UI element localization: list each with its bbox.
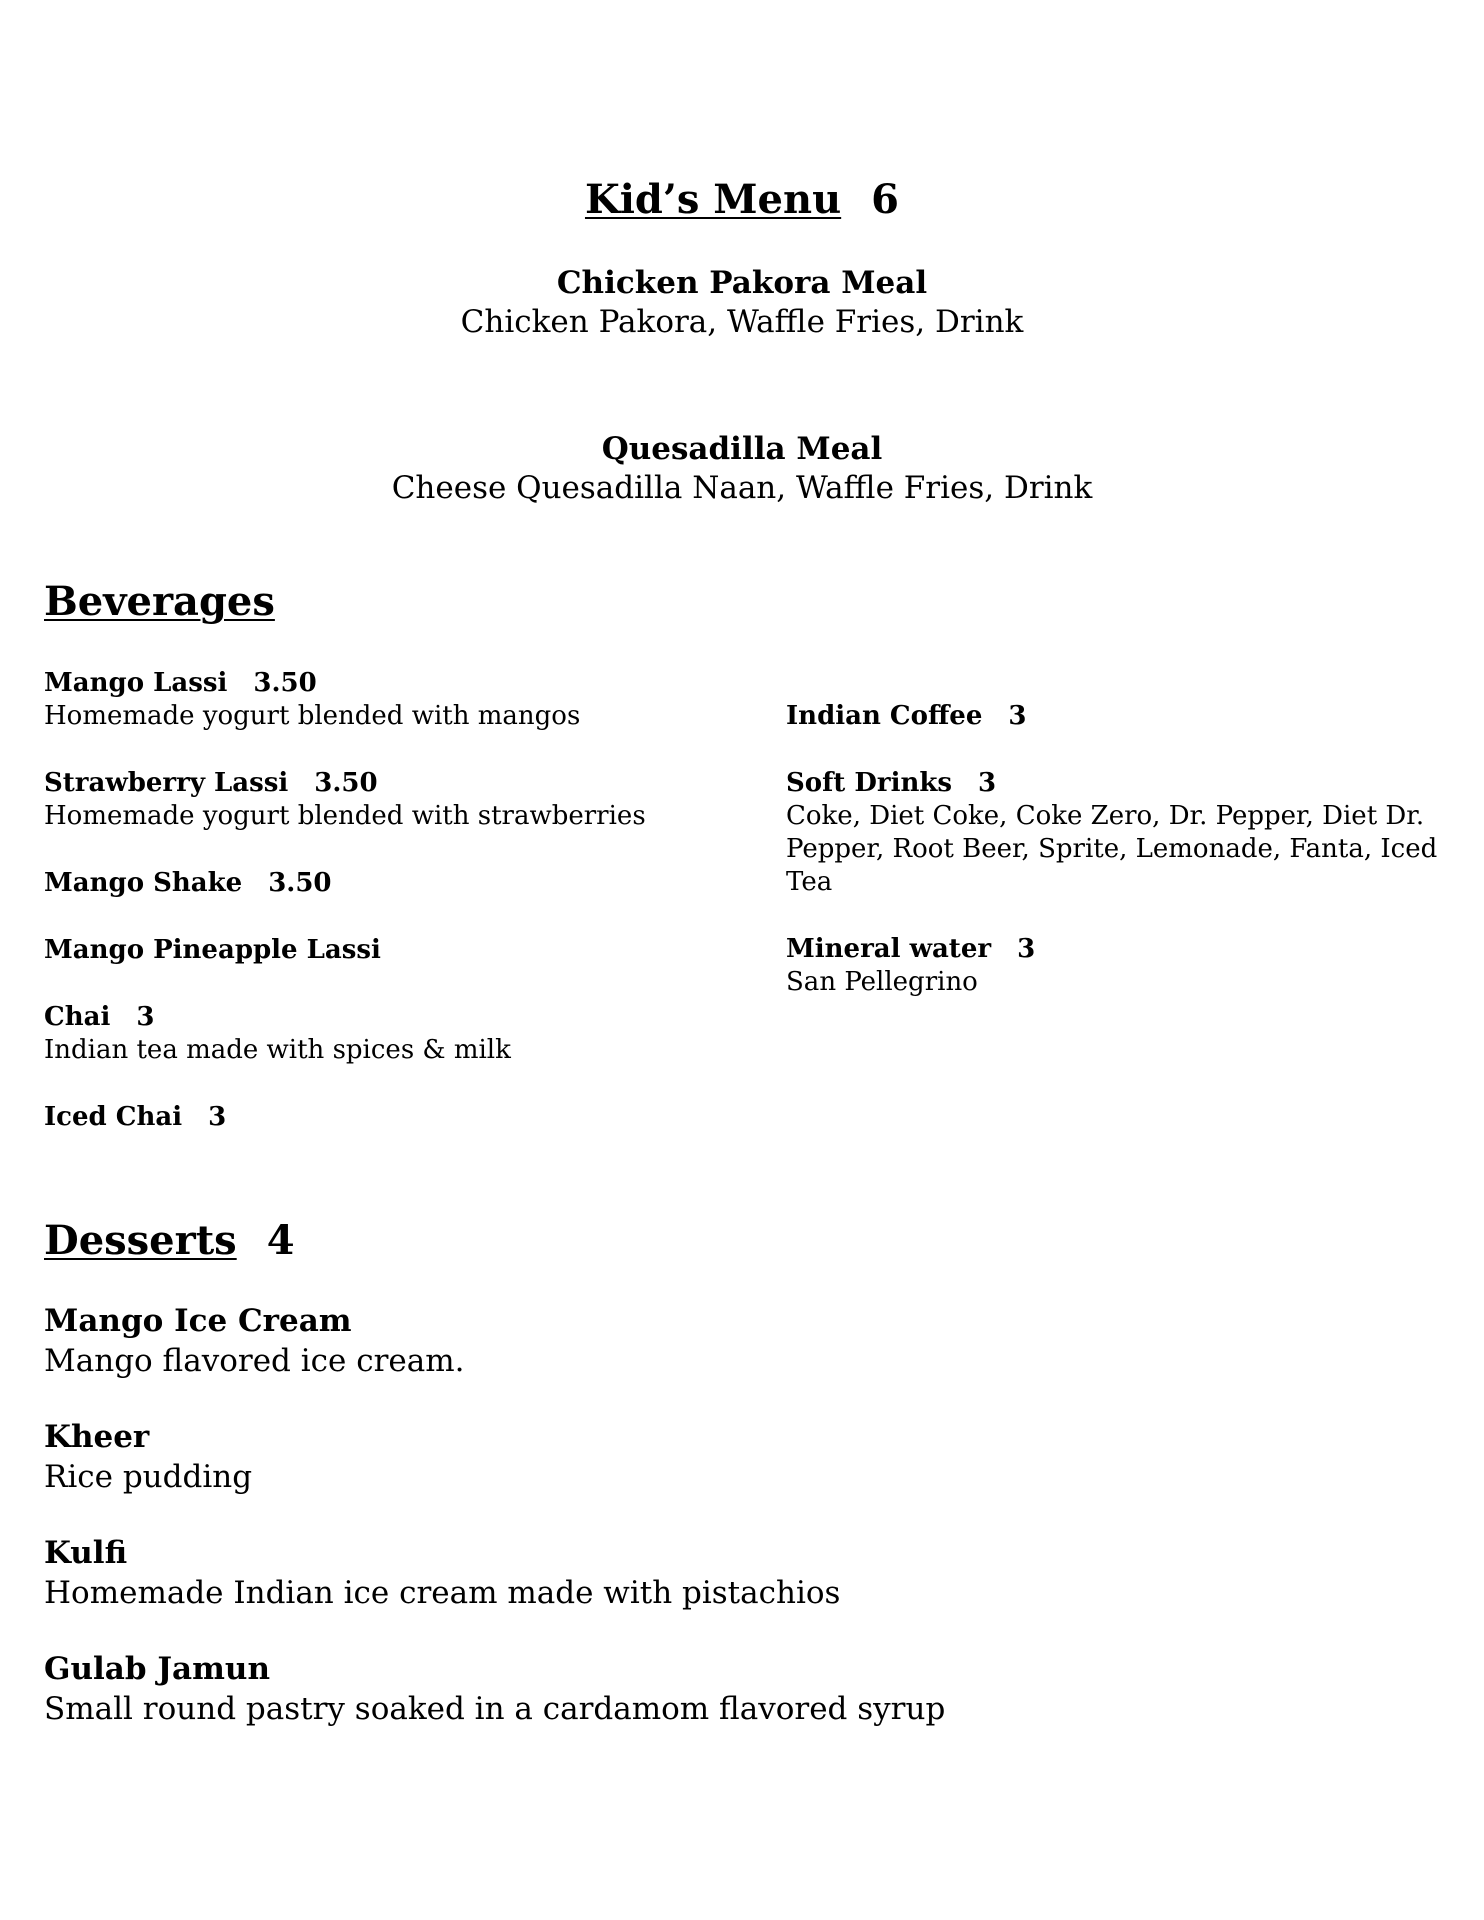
dessert-item — [44, 1650, 1344, 1729]
beverage-item — [44, 667, 744, 733]
beverage-description: Coke, Diet Coke, Coke Zero, Dr. Pepper, Diet Dr. Pepper, Root Beer, Sprite, Lemonade, Fanta, Iced Tea — [786, 801, 1438, 897]
beverage-price: 3 — [208, 1102, 227, 1132]
dessert-name: Kheer — [44, 1419, 150, 1455]
beverage-item — [44, 1101, 744, 1134]
dessert-description: Homemade Indian ice cream made with pistachios — [44, 1575, 841, 1611]
kids-menu-heading — [0, 172, 1484, 228]
desserts-price: 4 — [266, 1217, 295, 1264]
beverage-price: 3 — [1008, 701, 1027, 731]
dessert-description: Mango flavored ice cream. — [44, 1343, 465, 1379]
beverage-item — [44, 1001, 744, 1067]
beverage-name: Chai — [44, 1002, 111, 1032]
beverage-item — [786, 700, 1446, 733]
beverage-item — [44, 767, 744, 833]
beverage-price: 3 — [1017, 934, 1036, 964]
beverage-item — [44, 934, 744, 967]
kids-meal-item — [0, 264, 1484, 342]
beverage-name: Mineral water — [786, 934, 992, 964]
kids-meal-description: Chicken Pakora, Waffle Fries, Drink — [460, 304, 1024, 340]
beverage-price: 3.50 — [253, 668, 317, 698]
dessert-item — [44, 1534, 1344, 1613]
desserts-heading — [44, 1213, 295, 1269]
dessert-description: Small round pastry soaked in a cardamom flavored syrup — [44, 1691, 946, 1727]
beverage-price: 3.50 — [268, 868, 332, 898]
beverages-left-column — [44, 667, 744, 1168]
beverage-price: 3.50 — [314, 768, 378, 798]
beverage-item — [44, 867, 744, 900]
beverage-name: Iced Chai — [44, 1102, 183, 1132]
beverage-name: Indian Coffee — [786, 701, 983, 731]
kids-menu-title: Kid’s Menu — [584, 176, 842, 223]
beverages-heading: Beverages — [44, 578, 275, 625]
kids-menu-section — [0, 172, 1484, 508]
beverage-description: Indian tea made with spices & milk — [44, 1035, 511, 1065]
beverage-price: 3 — [136, 1002, 155, 1032]
dessert-name: Gulab Jamun — [44, 1651, 270, 1687]
beverage-description: Homemade yogurt blended with mangos — [44, 701, 581, 731]
dessert-description: Rice pudding — [44, 1459, 253, 1495]
kids-meal-item — [0, 430, 1484, 508]
beverage-name: Mango Pineapple Lassi — [44, 935, 381, 965]
dessert-item — [44, 1418, 1344, 1497]
beverage-price: 3 — [978, 768, 997, 798]
beverage-description: Homemade yogurt blended with strawberries — [44, 801, 646, 831]
kids-meal-description: Cheese Quesadilla Naan, Waffle Fries, Drink — [391, 470, 1093, 506]
beverage-name: Mango Shake — [44, 868, 243, 898]
beverages-right-column — [786, 700, 1446, 1033]
kids-meal-name: Chicken Pakora Meal — [556, 265, 928, 301]
beverage-name: Soft Drinks — [786, 768, 953, 798]
beverage-description: San Pellegrino — [786, 967, 978, 997]
beverage-item — [786, 767, 1446, 899]
dessert-name: Mango Ice Cream — [44, 1303, 352, 1339]
desserts-list — [44, 1302, 1344, 1766]
beverage-name: Strawberry Lassi — [44, 768, 289, 798]
beverage-item — [786, 933, 1446, 999]
desserts-title: Desserts — [44, 1217, 237, 1264]
dessert-item — [44, 1302, 1344, 1381]
beverage-name: Mango Lassi — [44, 668, 228, 698]
dessert-name: Kulfi — [44, 1535, 128, 1571]
kids-meal-name: Quesadilla Meal — [601, 431, 883, 467]
kids-menu-price: 6 — [871, 176, 900, 223]
